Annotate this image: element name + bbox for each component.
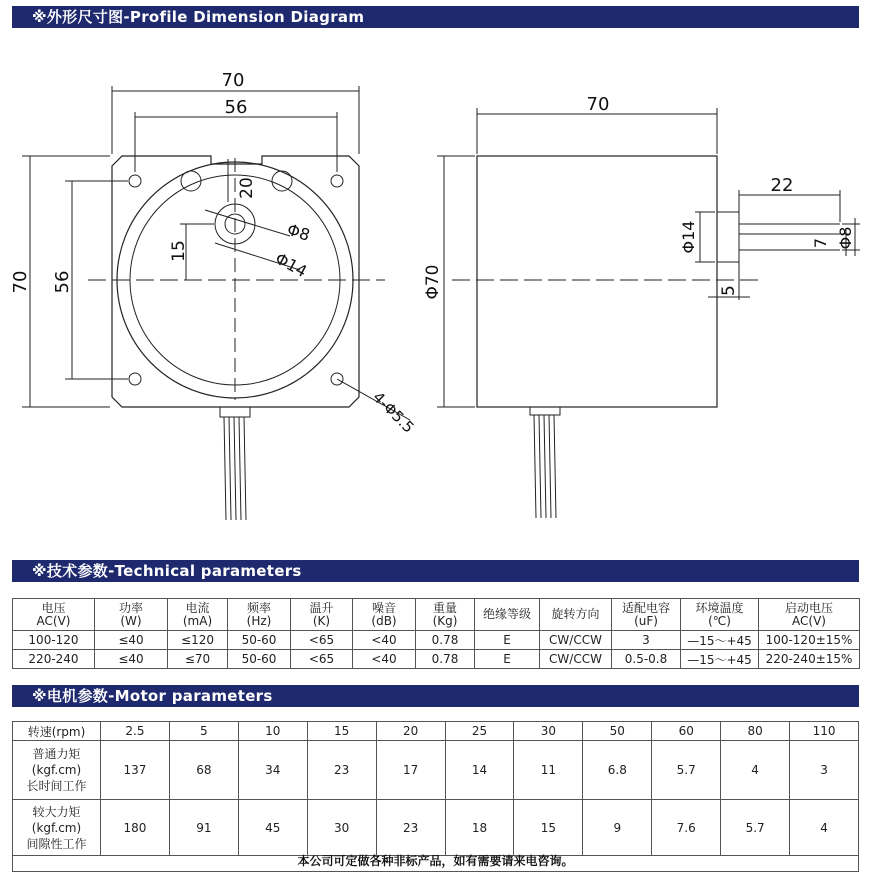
section-title-technical: ※技术参数-Technical parameters (12, 560, 859, 582)
th-frequency: 频率 (Hz) (228, 599, 291, 631)
th-ambient: 环境温度 (℃) (681, 599, 759, 631)
table-row (13, 722, 859, 741)
motor-table (12, 721, 859, 856)
table-cell: 30 (514, 722, 583, 741)
dim-outer-diameter: Φ14 (272, 248, 311, 282)
table-cell: 0.78 (416, 650, 475, 669)
table-cell: ≤120 (168, 631, 228, 650)
th-voltage: 电压 AC(V) (13, 599, 95, 631)
table-cell: 5 (169, 722, 238, 741)
table-cell: <65 (291, 631, 353, 650)
dim-inner-diameter: Φ8 (284, 219, 313, 245)
dim-front-hole-span: 56 (224, 97, 248, 118)
high-torque-label: 较大力矩 (kgf.cm) 间隙性工作 (13, 800, 101, 856)
dim-offset: 15 (169, 240, 189, 262)
technical-table (12, 598, 860, 669)
dim-side-length: 70 (586, 94, 610, 115)
table-cell: 10 (238, 722, 307, 741)
dim-front-width: 70 (221, 70, 245, 91)
table-row (13, 800, 859, 856)
table-cell: <65 (291, 650, 353, 669)
table-cell: 2.5 (101, 722, 170, 741)
table-cell: E (475, 650, 540, 669)
table-cell: 3 (790, 741, 859, 800)
table-cell: 6.8 (583, 741, 652, 800)
table-cell: 91 (169, 800, 238, 856)
th-rotation: 旋转方向 (540, 599, 612, 631)
th-weight: 重量 (Kg) (416, 599, 475, 631)
footer-note: 本公司可定做各种非标产品，如有需要请来电咨询。 (12, 852, 859, 872)
th-noise: 噪音 (dB) (353, 599, 416, 631)
th-temp-rise: 温升 (K) (291, 599, 353, 631)
dim-shaft-length: 22 (770, 175, 794, 196)
table-cell: 17 (376, 741, 445, 800)
table-cell: 20 (376, 722, 445, 741)
table-cell: 5.7 (721, 800, 790, 856)
table-cell: 3 (612, 631, 681, 650)
th-capacitor: 适配电容 (uF) (612, 599, 681, 631)
table-cell: ≤70 (168, 650, 228, 669)
table-cell: 23 (307, 741, 376, 800)
table-cell: 9 (583, 800, 652, 856)
table-cell: ≤40 (95, 650, 168, 669)
normal-torque-label: 普通力矩 (kgf.cm) 长时间工作 (13, 741, 101, 800)
table-cell: 100-120 (13, 631, 95, 650)
table-cell: 23 (376, 800, 445, 856)
th-start-voltage: 启动电压 AC(V) (759, 599, 860, 631)
table-cell: 220-240 (13, 650, 95, 669)
table-cell: 5.7 (652, 741, 721, 800)
table-cell: 68 (169, 741, 238, 800)
table-row (13, 650, 860, 669)
table-cell: 15 (514, 800, 583, 856)
table-cell: 60 (652, 722, 721, 741)
dim-mount-holes: 4-Φ5.5 (369, 388, 418, 437)
dim-boss-diameter: Φ14 (679, 220, 698, 254)
table-cell: CW/CCW (540, 650, 612, 669)
dim-shaft-height: 20 (237, 177, 257, 199)
section-title-profile: ※外形尺寸图-Profile Dimension Diagram (12, 6, 859, 28)
dim-side-diameter: Φ70 (423, 264, 443, 300)
table-cell: 50-60 (228, 631, 291, 650)
table-cell: 34 (238, 741, 307, 800)
section-title-motor: ※电机参数-Motor parameters (12, 685, 859, 707)
table-cell: 45 (238, 800, 307, 856)
table-cell: 100-120±15% (759, 631, 860, 650)
dim-shaft-flat: 7 (811, 237, 830, 249)
table-cell: 50 (583, 722, 652, 741)
table-cell: 0.5-0.8 (612, 650, 681, 669)
table-cell: 180 (101, 800, 170, 856)
front-view (22, 86, 410, 520)
table-cell: 11 (514, 741, 583, 800)
table-cell: 4 (721, 741, 790, 800)
table-cell: <40 (353, 650, 416, 669)
dimension-diagram (0, 30, 882, 570)
dim-shaft-diameter: Φ8 (836, 226, 855, 250)
table-cell: 137 (101, 741, 170, 800)
dim-flange: 5 (719, 285, 739, 296)
table-cell: 4 (790, 800, 859, 856)
th-current: 电流 (mA) (168, 599, 228, 631)
speed-label: 转速(rpm) (13, 722, 101, 741)
table-cell: 50-60 (228, 650, 291, 669)
table-cell: 110 (790, 722, 859, 741)
th-insulation: 绝缘等级 (475, 599, 540, 631)
technical-header-row (13, 599, 860, 631)
table-cell: —15～+45 (681, 631, 759, 650)
table-cell: 30 (307, 800, 376, 856)
table-cell: 220-240±15% (759, 650, 860, 669)
table-cell: 80 (721, 722, 790, 741)
table-cell: ≤40 (95, 631, 168, 650)
table-cell: 25 (445, 722, 514, 741)
table-cell: <40 (353, 631, 416, 650)
table-cell: E (475, 631, 540, 650)
table-cell: 7.6 (652, 800, 721, 856)
table-cell: 14 (445, 741, 514, 800)
dim-front-hole-height: 56 (52, 270, 73, 294)
side-view (437, 108, 860, 518)
table-cell: —15～+45 (681, 650, 759, 669)
th-power: 功率 (W) (95, 599, 168, 631)
table-cell: 15 (307, 722, 376, 741)
table-cell: 18 (445, 800, 514, 856)
table-cell: CW/CCW (540, 631, 612, 650)
table-row (13, 631, 860, 650)
dim-front-height: 70 (10, 270, 31, 294)
table-row (13, 741, 859, 800)
table-cell: 0.78 (416, 631, 475, 650)
